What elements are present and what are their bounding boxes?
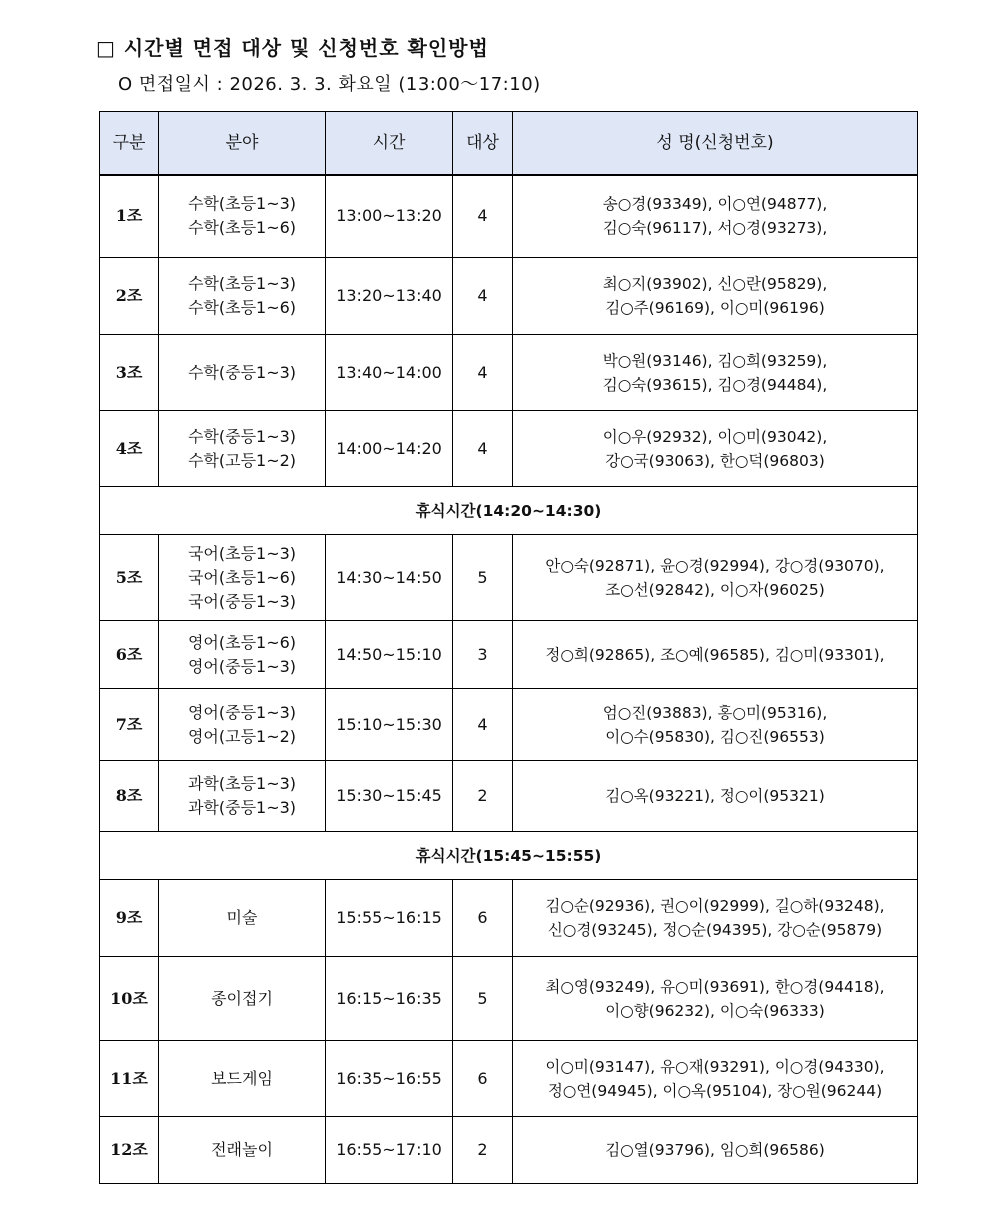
count-cell: 4: [453, 175, 513, 258]
field-cell: [159, 258, 326, 335]
names-cell: [513, 411, 918, 487]
count-cell: 4: [453, 335, 513, 411]
table-row: [100, 689, 918, 761]
names-line: 최○영(93249), 유○미(93691), 한○경(94418),: [545, 977, 885, 996]
time-cell: 15:55~16:15: [326, 880, 453, 957]
names-line: 김○옥(93221), 정○이(95321): [605, 787, 825, 805]
group-cell: 10조: [100, 957, 159, 1041]
count-cell: 2: [453, 761, 513, 832]
count-cell: 3: [453, 621, 513, 689]
table-row: [100, 1041, 918, 1117]
break-time: 휴식시간(14:20~14:30): [100, 487, 918, 535]
field-line: 수학(초등1~6): [187, 298, 297, 317]
count-cell: 5: [453, 957, 513, 1041]
group-cell: 3조: [100, 335, 159, 411]
break-row: [100, 832, 918, 880]
field-line: 국어(초등1~3): [187, 543, 297, 563]
header-count: 대상: [453, 112, 513, 175]
field-cell: [159, 621, 326, 689]
names-line: 김○숙(93615), 김○경(94484),: [602, 375, 828, 394]
names-cell: [513, 689, 918, 761]
break-time: 휴식시간(15:45~15:55): [100, 832, 918, 880]
names-cell: [513, 335, 918, 411]
field-cell: [159, 335, 326, 411]
names-cell: [513, 535, 918, 621]
names-line: 김○숙(96117), 서○경(93273),: [602, 219, 828, 238]
names-line: 정○연(94945), 이○옥(95104), 장○원(96244): [547, 1081, 883, 1100]
field-line: 수학(초등1~6): [187, 218, 297, 238]
time-cell: 13:40~14:00: [326, 335, 453, 411]
header-group: 구분: [100, 112, 159, 175]
names-line: 정○희(92865), 조○예(96585), 김○미(93301),: [545, 645, 885, 664]
names-line: 엄○진(93883), 홍○미(95316),: [602, 703, 828, 722]
field-cell: [159, 761, 326, 832]
names-line: 최○지(93902), 신○란(95829),: [602, 275, 828, 293]
header-field: 분야: [159, 112, 326, 175]
table-row: [100, 175, 918, 258]
time-cell: 16:15~16:35: [326, 957, 453, 1041]
group-cell: 2조: [100, 258, 159, 335]
field-line: 종이접기: [211, 988, 273, 1008]
field-cell: [159, 880, 326, 957]
time-cell: 15:10~15:30: [326, 689, 453, 761]
field-line: 과학(중등1~3): [187, 798, 297, 817]
names-cell: [513, 761, 918, 832]
names-line: 조○선(92842), 이○자(96025): [605, 580, 825, 599]
names-line: 안○숙(92871), 윤○경(92994), 강○경(93070),: [545, 556, 885, 575]
table-row: [100, 535, 918, 621]
table-row: [100, 761, 918, 832]
names-cell: [513, 621, 918, 689]
count-cell: 5: [453, 535, 513, 621]
names-line: 이○수(95830), 김○진(96553): [605, 727, 825, 746]
group-cell: 4조: [100, 411, 159, 487]
names-line: 이○우(92932), 이○미(93042),: [602, 427, 828, 446]
group-cell: 1조: [100, 175, 159, 258]
names-line: 신○경(93245), 정○순(94395), 강○순(95879): [547, 921, 883, 939]
names-line: 이○미(93147), 유○재(93291), 이○경(94330),: [545, 1057, 885, 1076]
time-cell: 16:55~17:10: [326, 1117, 453, 1184]
time-cell: 14:30~14:50: [326, 535, 453, 621]
field-line: 수학(초등1~3): [187, 274, 297, 293]
table-row: [100, 335, 918, 411]
field-line: 수학(중등1~3): [187, 362, 297, 382]
field-cell: [159, 957, 326, 1041]
field-line: 국어(초등1~6): [187, 567, 297, 587]
time-cell: 14:00~14:20: [326, 411, 453, 487]
names-cell: [513, 1041, 918, 1117]
header-time: 시간: [326, 112, 453, 175]
table-row: [100, 1117, 918, 1184]
table-row: [100, 621, 918, 689]
header-row: [100, 112, 918, 175]
names-line: 박○원(93146), 김○희(93259),: [602, 351, 828, 370]
field-cell: [159, 1041, 326, 1117]
time-cell: 16:35~16:55: [326, 1041, 453, 1117]
group-cell: 8조: [100, 761, 159, 832]
count-cell: 6: [453, 1041, 513, 1117]
field-cell: [159, 535, 326, 621]
names-cell: [513, 1117, 918, 1184]
table-row: [100, 258, 918, 335]
interview-datetime: O 면접일시 : 2026. 3. 3. 화요일 (13:00～17:10): [118, 74, 541, 95]
group-cell: 9조: [100, 880, 159, 957]
group-cell: 11조: [100, 1041, 159, 1117]
count-cell: 4: [453, 411, 513, 487]
names-cell: [513, 175, 918, 258]
field-line: 수학(고등1~2): [187, 450, 297, 470]
field-line: 수학(초등1~3): [187, 194, 297, 214]
names-cell: [513, 258, 918, 335]
header-names: 성 명(신청번호): [513, 112, 918, 175]
field-line: 과학(초등1~3): [187, 774, 297, 793]
time-cell: 13:20~13:40: [326, 258, 453, 335]
table-row: [100, 411, 918, 487]
field-cell: [159, 411, 326, 487]
field-cell: [159, 175, 326, 258]
table-row: [100, 957, 918, 1041]
field-cell: [159, 689, 326, 761]
group-cell: 7조: [100, 689, 159, 761]
count-cell: 4: [453, 689, 513, 761]
page-title: □ 시간별 면접 대상 및 신청번호 확인방법: [96, 36, 489, 60]
field-cell: [159, 1117, 326, 1184]
field-line: 영어(초등1~6): [187, 632, 297, 652]
break-row: [100, 487, 918, 535]
field-line: 영어(중등1~3): [187, 656, 297, 676]
names-cell: [513, 957, 918, 1041]
field-line: 수학(중등1~3): [187, 426, 297, 446]
interview-schedule-table: [99, 111, 918, 1184]
count-cell: 2: [453, 1117, 513, 1184]
names-line: 이○향(96232), 이○숙(96333): [605, 1001, 825, 1020]
field-line: 영어(중등1~3): [187, 702, 297, 722]
field-line: 영어(고등1~2): [187, 726, 297, 746]
field-line: 미술: [226, 908, 258, 927]
group-cell: 6조: [100, 621, 159, 689]
names-line: 김○주(96169), 이○미(96196): [605, 299, 825, 317]
names-line: 송○경(93349), 이○연(94877),: [602, 195, 828, 214]
count-cell: 6: [453, 880, 513, 957]
field-line: 국어(중등1~3): [187, 591, 297, 611]
names-cell: [513, 880, 918, 957]
time-cell: 13:00~13:20: [326, 175, 453, 258]
table-row: [100, 880, 918, 957]
schedule-body: [100, 175, 918, 1184]
group-cell: 12조: [100, 1117, 159, 1184]
group-cell: 5조: [100, 535, 159, 621]
names-line: 김○순(92936), 권○이(92999), 길○하(93248),: [545, 897, 885, 915]
time-cell: 14:50~15:10: [326, 621, 453, 689]
time-cell: 15:30~15:45: [326, 761, 453, 832]
field-line: 보드게임: [211, 1068, 273, 1088]
names-line: 강○국(93063), 한○덕(96803): [605, 451, 825, 470]
names-line: 김○열(93796), 임○희(96586): [605, 1141, 825, 1159]
count-cell: 4: [453, 258, 513, 335]
field-line: 전래놀이: [211, 1140, 273, 1159]
